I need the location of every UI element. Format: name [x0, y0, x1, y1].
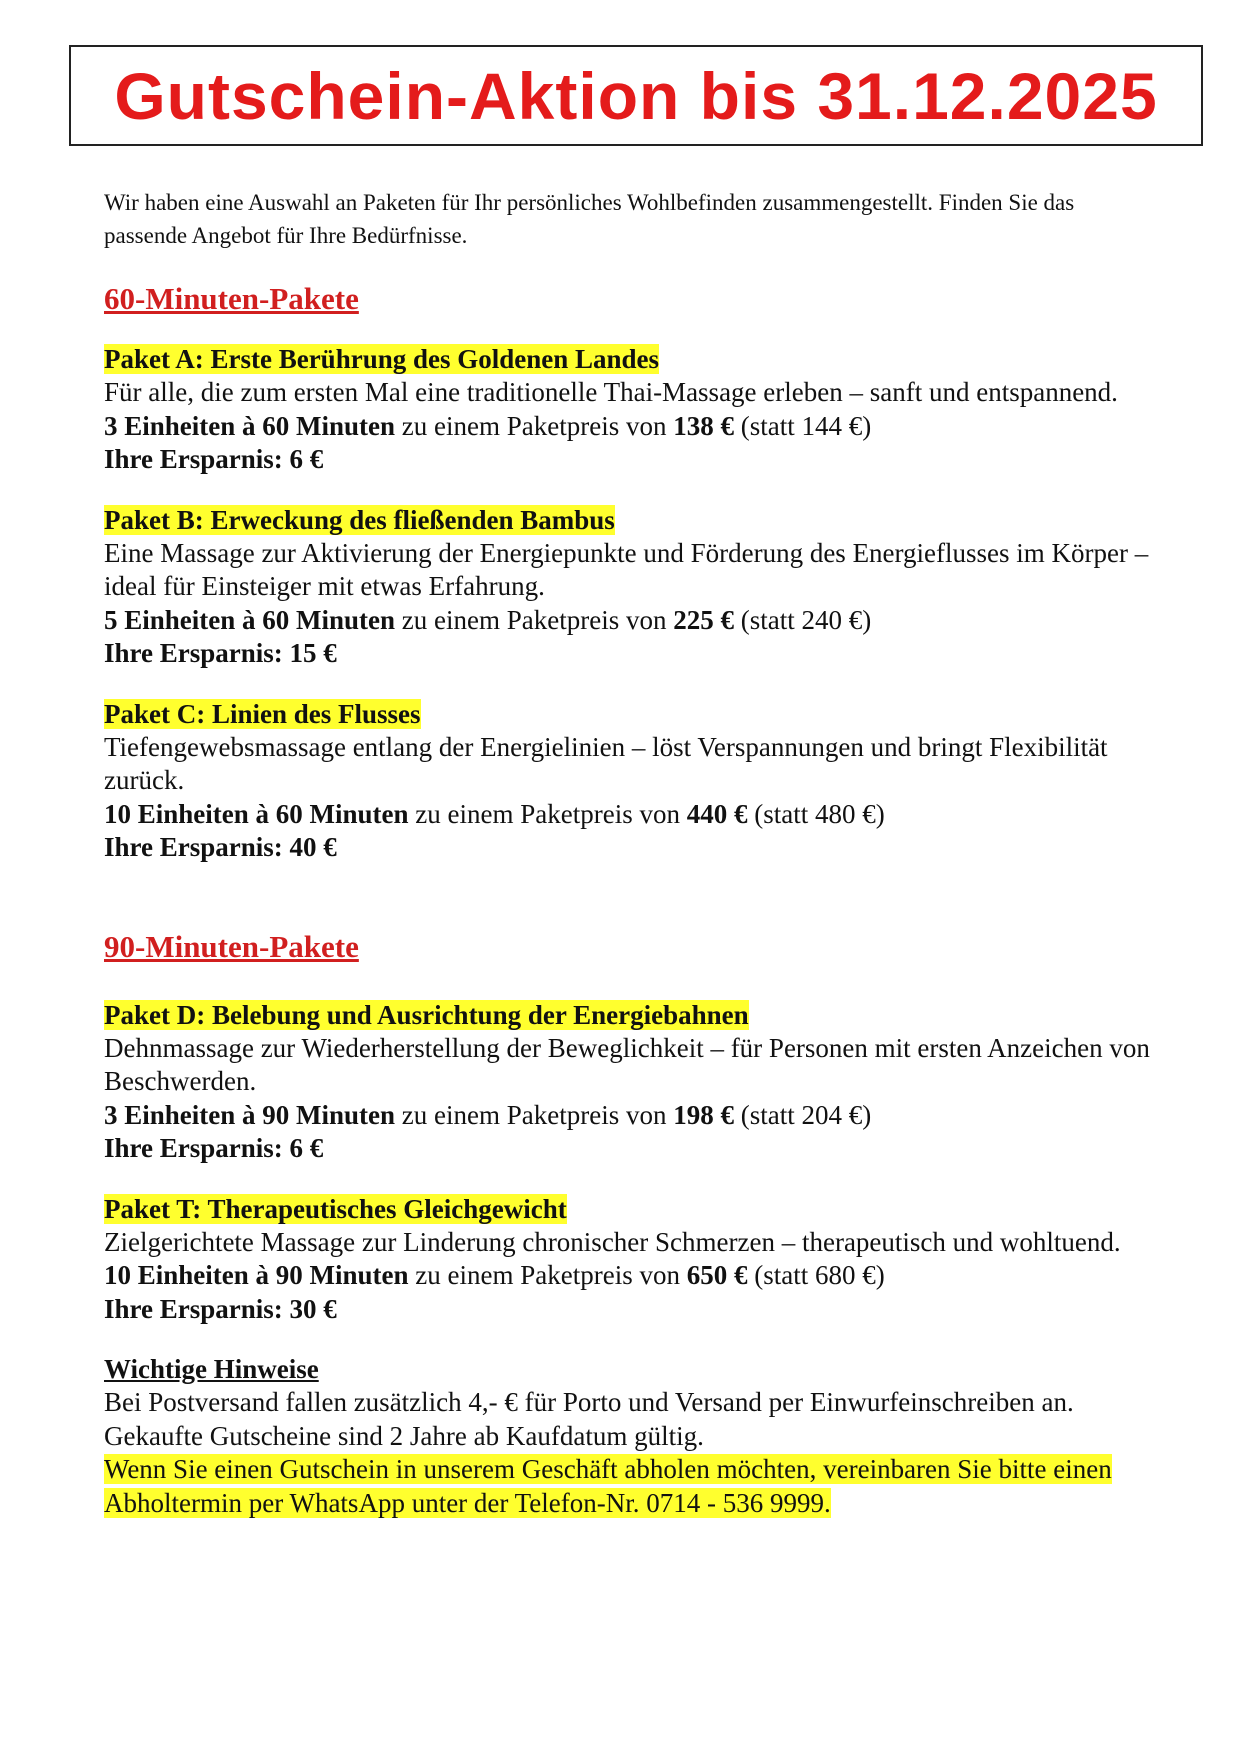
section-heading-90: 90-Minuten-Pakete	[104, 928, 359, 964]
package-price-line: 3 Einheiten à 90 Minuten zu einem Paketpreis von 198 € (statt 204 €)	[104, 1099, 872, 1130]
package-price-line: 5 Einheiten à 60 Minuten zu einem Paketpreis von 225 € (statt 240 €)	[104, 604, 872, 635]
intro-text: Wir haben eine Auswahl an Paketen für Ihr persönliches Wohlbefinden zusammengestellt. Finden Sie das passende Angebot für Ihre Bedürfnisse.	[104, 190, 1075, 248]
package-title: Paket D: Belebung und Ausrichtung der Energiebahnen	[104, 999, 749, 1030]
package-price-line: 3 Einheiten à 60 Minuten zu einem Paketpreis von 138 € (statt 144 €)	[104, 410, 872, 441]
page-title: Gutschein-Aktion bis 31.12.2025	[114, 58, 1158, 133]
package-c	[104, 698, 1154, 865]
package-title: Paket A: Erste Berührung des Goldenen Landes	[104, 344, 660, 374]
notes-highlight: Wenn Sie einen Gutschein in unserem Geschäft abholen möchten, vereinbaren Sie bitte einen Abholtermin per WhatsApp unter der Telefon-Nr. 0714 - 536 9999.	[104, 1454, 1112, 1518]
package-savings: Ihre Ersparnis: 40 €	[104, 832, 337, 862]
notes-text: Bei Postversand fallen zusätzlich 4,- € für Porto und Versand per Einwurfeinschreiben an. Gekaufte Gutscheine sind 2 Jahre ab Kaufdatum gültig.	[104, 1387, 1074, 1451]
notes-heading: Wichtige Hinweise	[104, 1354, 319, 1384]
package-title: Paket B: Erweckung des fließenden Bambus	[104, 504, 615, 535]
document-body	[104, 186, 1154, 1520]
package-d	[104, 999, 1154, 1166]
package-description: Dehnmassage zur Wiederherstellung der Beweglichkeit – für Personen mit ersten Anzeichen von Beschwerden.	[104, 1032, 1150, 1096]
package-description: Eine Massage zur Aktivierung der Energiepunkte und Förderung des Energieflusses im Körper – ideal für Einsteiger mit etwas Erfahrung.	[104, 537, 1149, 601]
package-title: Paket T: Therapeutisches Gleichgewicht	[104, 1193, 567, 1224]
package-description: Tiefengewebsmassage entlang der Energielinien – löst Verspannungen und bringt Flexibilität zurück.	[104, 731, 1108, 795]
package-price-line: 10 Einheiten à 90 Minuten zu einem Paketpreis von 650 € (statt 680 €)	[104, 1260, 885, 1290]
package-savings: Ihre Ersparnis: 6 €	[104, 444, 324, 474]
package-a	[104, 343, 1154, 477]
package-savings: Ihre Ersparnis: 15 €	[104, 638, 337, 668]
package-savings: Ihre Ersparnis: 30 €	[104, 1293, 337, 1324]
important-notes	[104, 1353, 1154, 1520]
package-t	[104, 1193, 1154, 1327]
package-price-line: 10 Einheiten à 60 Minuten zu einem Paketpreis von 440 € (statt 480 €)	[104, 798, 885, 829]
package-description: Zielgerichtete Massage zur Linderung chronischer Schmerzen – therapeutisch und wohltuend.	[104, 1226, 1121, 1257]
package-title: Paket C: Linien des Flusses	[104, 698, 421, 729]
section-heading-60: 60-Minuten-Pakete	[104, 281, 359, 316]
package-savings: Ihre Ersparnis: 6 €	[104, 1133, 324, 1163]
package-b	[104, 504, 1154, 671]
title-box	[69, 45, 1203, 146]
package-description: Für alle, die zum ersten Mal eine traditionelle Thai-Massage erleben – sanft und entspannend.	[104, 377, 1118, 407]
